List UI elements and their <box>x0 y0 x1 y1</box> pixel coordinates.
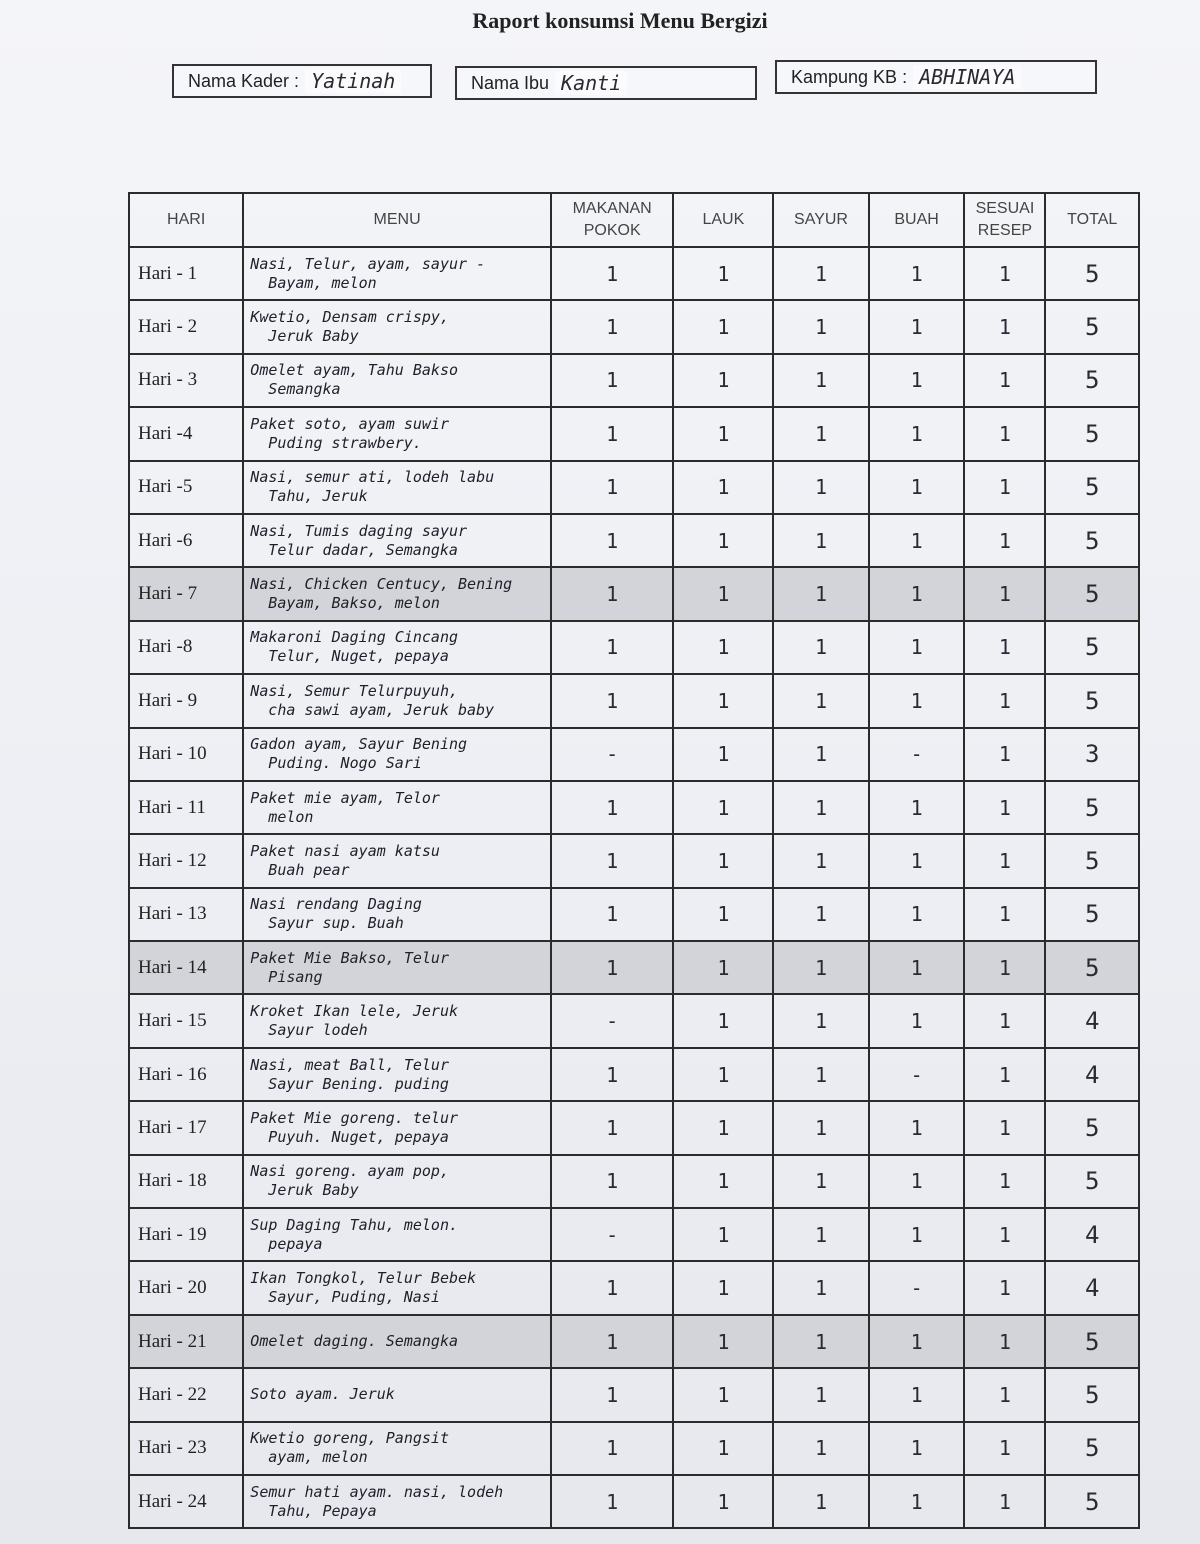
total-cell: 4 <box>1045 1048 1139 1101</box>
makanan-pokok-cell: 1 <box>551 834 674 887</box>
makanan-pokok-cell: 1 <box>551 1101 674 1154</box>
menu-line-1: Nasi rendang Daging <box>250 895 422 914</box>
lauk-cell: 1 <box>673 888 773 941</box>
menu-cell <box>243 781 551 834</box>
day-cell: Hari - 10 <box>129 728 243 781</box>
buah-cell: - <box>869 1048 965 1101</box>
menu-line-1: Makaroni Daging Cincang <box>250 628 459 647</box>
kampung-box <box>775 60 1097 94</box>
total-cell: 5 <box>1045 354 1139 407</box>
makanan-pokok-cell: 1 <box>551 247 674 300</box>
day-cell: Hari - 7 <box>129 567 243 620</box>
lauk-cell: 1 <box>673 1101 773 1154</box>
table-row <box>129 247 1139 300</box>
makanan-pokok-cell: 1 <box>551 407 674 460</box>
sesuai-resep-cell: 1 <box>964 247 1045 300</box>
buah-cell: 1 <box>869 1368 965 1421</box>
table-body <box>129 247 1139 1528</box>
table-row <box>129 461 1139 514</box>
day-cell: Hari - 17 <box>129 1101 243 1154</box>
table-row <box>129 1155 1139 1208</box>
total-cell: 4 <box>1045 994 1139 1047</box>
lauk-cell: 1 <box>673 1208 773 1261</box>
sesuai-resep-cell: 1 <box>964 1048 1045 1101</box>
kader-box <box>172 64 432 98</box>
total-cell: 5 <box>1045 781 1139 834</box>
day-cell: Hari - 23 <box>129 1422 243 1475</box>
lauk-cell: 1 <box>673 1155 773 1208</box>
buah-cell: 1 <box>869 567 965 620</box>
total-cell: 5 <box>1045 1422 1139 1475</box>
menu-cell <box>243 1155 551 1208</box>
kader-label: Nama Kader : <box>188 70 300 91</box>
sesuai-resep-cell: 1 <box>964 1475 1045 1528</box>
menu-cell <box>243 407 551 460</box>
menu-line-2: Jeruk Baby <box>268 1181 359 1200</box>
table-row <box>129 941 1139 994</box>
table-row <box>129 1208 1139 1261</box>
lauk-cell: 1 <box>673 674 773 727</box>
menu-cell <box>243 354 551 407</box>
sesuai-resep-cell: 1 <box>964 781 1045 834</box>
menu-line-1: Nasi, meat Ball, Telur <box>250 1055 449 1074</box>
menu-line-1: Nasi, semur ati, lodeh labu <box>250 468 495 487</box>
makanan-pokok-cell: 1 <box>551 567 674 620</box>
table-row <box>129 728 1139 781</box>
lauk-cell: 1 <box>673 567 773 620</box>
buah-cell: 1 <box>869 300 965 353</box>
menu-line-1: Nasi goreng. ayam pop, <box>250 1162 449 1181</box>
menu-line-2: cha sawi ayam, Jeruk baby <box>268 700 495 719</box>
lauk-cell: 1 <box>673 461 773 514</box>
lauk-cell: 1 <box>673 1261 773 1314</box>
makanan-pokok-cell: 1 <box>551 1422 674 1475</box>
menu-cell <box>243 300 551 353</box>
table-row <box>129 621 1139 674</box>
day-cell: Hari - 24 <box>129 1475 243 1528</box>
total-cell: 4 <box>1045 1208 1139 1261</box>
day-cell: Hari -5 <box>129 461 243 514</box>
col-header-sesuai-resep: SESUAI RESEP <box>964 193 1045 247</box>
day-cell: Hari - 21 <box>129 1315 243 1368</box>
sayur-cell: 1 <box>773 1208 869 1261</box>
menu-line-2: Bayam, Bakso, melon <box>268 594 440 613</box>
total-cell: 5 <box>1045 888 1139 941</box>
menu-line-1: Nasi, Tumis daging sayur <box>250 521 468 540</box>
sayur-cell: 1 <box>773 621 869 674</box>
ibu-value: Kanti <box>555 71 627 95</box>
makanan-pokok-cell: 1 <box>551 674 674 727</box>
kampung-label: Kampung KB : <box>791 66 908 87</box>
menu-line-2: Pisang <box>268 967 323 986</box>
total-cell: 5 <box>1045 674 1139 727</box>
day-cell: Hari - 15 <box>129 994 243 1047</box>
menu-line-1: Nasi, Chicken Centucy, Bening <box>250 575 513 594</box>
menu-line-2: ayam, melon <box>268 1448 368 1467</box>
sesuai-resep-cell: 1 <box>964 888 1045 941</box>
kader-value: Yatinah <box>305 69 401 93</box>
makanan-pokok-cell: 1 <box>551 1048 674 1101</box>
menu-line-1: Gadon ayam, Sayur Bening <box>250 735 468 754</box>
menu-cell <box>243 674 551 727</box>
makanan-pokok-cell: 1 <box>551 300 674 353</box>
lauk-cell: 1 <box>673 834 773 887</box>
makanan-pokok-cell: 1 <box>551 1475 674 1528</box>
table-row <box>129 674 1139 727</box>
makanan-pokok-cell: 1 <box>551 888 674 941</box>
menu-cell <box>243 1315 551 1368</box>
buah-cell: 1 <box>869 461 965 514</box>
total-cell: 5 <box>1045 1475 1139 1528</box>
total-cell: 5 <box>1045 461 1139 514</box>
table-row <box>129 567 1139 620</box>
menu-cell <box>243 1368 551 1421</box>
total-cell: 5 <box>1045 1101 1139 1154</box>
menu-line-1: Soto ayam. Jeruk <box>250 1385 395 1404</box>
buah-cell: 1 <box>869 781 965 834</box>
buah-cell: 1 <box>869 1208 965 1261</box>
sesuai-resep-cell: 1 <box>964 514 1045 567</box>
sayur-cell: 1 <box>773 728 869 781</box>
sayur-cell: 1 <box>773 781 869 834</box>
menu-line-2: Sayur Bening. puding <box>268 1074 449 1093</box>
lauk-cell: 1 <box>673 781 773 834</box>
day-cell: Hari - 9 <box>129 674 243 727</box>
menu-line-1: Omelet daging. Semangka <box>250 1332 459 1350</box>
sesuai-resep-cell: 1 <box>964 728 1045 781</box>
menu-line-1: Paket Mie Bakso, Telur <box>250 948 449 967</box>
table-row <box>129 834 1139 887</box>
makanan-pokok-cell: 1 <box>551 781 674 834</box>
sesuai-resep-cell: 1 <box>964 1315 1045 1368</box>
buah-cell: 1 <box>869 1101 965 1154</box>
total-cell: 3 <box>1045 728 1139 781</box>
menu-line-2: Puding strawbery. <box>268 433 422 452</box>
buah-cell: 1 <box>869 1475 965 1528</box>
sesuai-resep-cell: 1 <box>964 300 1045 353</box>
lauk-cell: 1 <box>673 354 773 407</box>
menu-cell <box>243 888 551 941</box>
total-cell: 5 <box>1045 514 1139 567</box>
col-header-makanan-pokok: MAKANAN POKOK <box>551 193 674 247</box>
menu-line-1: Semur hati ayam. nasi, lodeh <box>250 1482 504 1501</box>
menu-line-2: Puding. Nogo Sari <box>268 754 422 773</box>
col-header-lauk: LAUK <box>673 193 773 247</box>
lauk-cell: 1 <box>673 1475 773 1528</box>
buah-cell: - <box>869 728 965 781</box>
lauk-cell: 1 <box>673 621 773 674</box>
menu-cell <box>243 1475 551 1528</box>
total-cell: 5 <box>1045 621 1139 674</box>
lauk-cell: 1 <box>673 941 773 994</box>
menu-line-2: Sayur sup. Buah <box>268 914 404 933</box>
menu-line-1: Paket nasi ayam katsu <box>250 841 440 860</box>
buah-cell: 1 <box>869 674 965 727</box>
sayur-cell: 1 <box>773 354 869 407</box>
menu-cell <box>243 621 551 674</box>
table-row <box>129 1315 1139 1368</box>
makanan-pokok-cell: 1 <box>551 1315 674 1368</box>
makanan-pokok-cell: 1 <box>551 461 674 514</box>
makanan-pokok-cell: 1 <box>551 1261 674 1314</box>
makanan-pokok-cell: 1 <box>551 514 674 567</box>
menu-line-2: Tahu, Pepaya <box>268 1501 377 1520</box>
table-row <box>129 888 1139 941</box>
lauk-cell: 1 <box>673 1315 773 1368</box>
buah-cell: 1 <box>869 888 965 941</box>
total-cell: 5 <box>1045 1368 1139 1421</box>
menu-line-2: Puyuh. Nuget, pepaya <box>268 1127 449 1146</box>
day-cell: Hari - 12 <box>129 834 243 887</box>
sesuai-resep-cell: 1 <box>964 1422 1045 1475</box>
sayur-cell: 1 <box>773 941 869 994</box>
table-row <box>129 514 1139 567</box>
day-cell: Hari -6 <box>129 514 243 567</box>
total-cell: 5 <box>1045 941 1139 994</box>
total-cell: 5 <box>1045 247 1139 300</box>
menu-cell <box>243 567 551 620</box>
table-row <box>129 1475 1139 1528</box>
buah-cell: - <box>869 1261 965 1314</box>
menu-cell <box>243 728 551 781</box>
menu-line-1: Kwetio goreng, Pangsit <box>250 1429 449 1448</box>
sayur-cell: 1 <box>773 1422 869 1475</box>
total-cell: 5 <box>1045 834 1139 887</box>
sayur-cell: 1 <box>773 834 869 887</box>
table-row <box>129 407 1139 460</box>
menu-line-2: Telur dadar, Semangka <box>268 540 458 559</box>
lauk-cell: 1 <box>673 514 773 567</box>
table-row <box>129 1048 1139 1101</box>
page-title: Raport konsumsi Menu Bergizi <box>472 8 768 33</box>
menu-line-1: Paket Mie goreng. telur <box>250 1108 459 1127</box>
sesuai-resep-cell: 1 <box>964 1208 1045 1261</box>
table-row <box>129 354 1139 407</box>
col-header-hari: HARI <box>129 193 243 247</box>
menu-line-2: Sayur lodeh <box>268 1021 368 1040</box>
day-cell: Hari - 11 <box>129 781 243 834</box>
col-header-menu: MENU <box>243 193 551 247</box>
buah-cell: 1 <box>869 994 965 1047</box>
sesuai-resep-cell: 1 <box>964 621 1045 674</box>
buah-cell: 1 <box>869 834 965 887</box>
sayur-cell: 1 <box>773 1155 869 1208</box>
day-cell: Hari -4 <box>129 407 243 460</box>
menu-line-2: melon <box>268 807 314 826</box>
day-cell: Hari - 20 <box>129 1261 243 1314</box>
menu-cell <box>243 834 551 887</box>
buah-cell: 1 <box>869 247 965 300</box>
day-cell: Hari -8 <box>129 621 243 674</box>
day-cell: Hari - 1 <box>129 247 243 300</box>
sayur-cell: 1 <box>773 461 869 514</box>
day-cell: Hari - 13 <box>129 888 243 941</box>
menu-cell <box>243 994 551 1047</box>
ibu-box <box>455 66 757 100</box>
lauk-cell: 1 <box>673 728 773 781</box>
sayur-cell: 1 <box>773 1315 869 1368</box>
sesuai-resep-cell: 1 <box>964 1368 1045 1421</box>
makanan-pokok-cell: 1 <box>551 941 674 994</box>
sayur-cell: 1 <box>773 1261 869 1314</box>
sayur-cell: 1 <box>773 888 869 941</box>
lauk-cell: 1 <box>673 407 773 460</box>
menu-line-2: Sayur, Puding, Nasi <box>268 1288 440 1307</box>
sesuai-resep-cell: 1 <box>964 941 1045 994</box>
menu-table <box>128 192 1140 1529</box>
menu-line-1: Sup Daging Tahu, melon. <box>250 1215 459 1234</box>
day-cell: Hari - 18 <box>129 1155 243 1208</box>
menu-cell <box>243 461 551 514</box>
ibu-label: Nama Ibu <box>471 72 550 93</box>
menu-line-1: Paket mie ayam, Telor <box>250 788 440 807</box>
sayur-cell: 1 <box>773 567 869 620</box>
lauk-cell: 1 <box>673 994 773 1047</box>
buah-cell: 1 <box>869 1155 965 1208</box>
sayur-cell: 1 <box>773 514 869 567</box>
lauk-cell: 1 <box>673 1422 773 1475</box>
sesuai-resep-cell: 1 <box>964 461 1045 514</box>
menu-line-1: Kwetio, Densam crispy, <box>250 308 449 327</box>
menu-line-2: Semangka <box>268 380 341 399</box>
sayur-cell: 1 <box>773 994 869 1047</box>
table-row <box>129 1101 1139 1154</box>
sesuai-resep-cell: 1 <box>964 354 1045 407</box>
total-cell: 5 <box>1045 407 1139 460</box>
sayur-cell: 1 <box>773 1475 869 1528</box>
menu-line-1: Nasi, Semur Telurpuyuh, <box>250 681 459 700</box>
day-cell: Hari - 19 <box>129 1208 243 1261</box>
menu-line-2: Telur, Nuget, pepaya <box>268 647 449 666</box>
sayur-cell: 1 <box>773 1101 869 1154</box>
menu-line-1: Omelet ayam, Tahu Bakso <box>250 361 459 380</box>
table-row <box>129 994 1139 1047</box>
makanan-pokok-cell: 1 <box>551 1155 674 1208</box>
menu-cell <box>243 1101 551 1154</box>
sayur-cell: 1 <box>773 407 869 460</box>
sayur-cell: 1 <box>773 1048 869 1101</box>
buah-cell: 1 <box>869 621 965 674</box>
day-cell: Hari - 22 <box>129 1368 243 1421</box>
menu-line-1: Kroket Ikan lele, Jeruk <box>250 1002 459 1021</box>
menu-cell <box>243 247 551 300</box>
menu-line-2: Bayam, melon <box>268 273 377 292</box>
total-cell: 5 <box>1045 300 1139 353</box>
day-cell: Hari - 16 <box>129 1048 243 1101</box>
buah-cell: 1 <box>869 514 965 567</box>
table-row <box>129 1368 1139 1421</box>
buah-cell: 1 <box>869 1315 965 1368</box>
day-cell: Hari - 14 <box>129 941 243 994</box>
menu-line-2: Jeruk Baby <box>268 327 359 346</box>
day-cell: Hari - 2 <box>129 300 243 353</box>
lauk-cell: 1 <box>673 247 773 300</box>
makanan-pokok-cell: 1 <box>551 1368 674 1421</box>
menu-cell <box>243 1208 551 1261</box>
total-cell: 4 <box>1045 1261 1139 1314</box>
buah-cell: 1 <box>869 1422 965 1475</box>
sayur-cell: 1 <box>773 300 869 353</box>
col-header-total: TOTAL <box>1045 193 1139 247</box>
menu-line-1: Nasi, Telur, ayam, sayur - <box>250 254 486 273</box>
menu-cell <box>243 941 551 994</box>
makanan-pokok-cell: 1 <box>551 621 674 674</box>
col-header-sayur: SAYUR <box>773 193 869 247</box>
menu-cell <box>243 1422 551 1475</box>
table-row <box>129 1261 1139 1314</box>
buah-cell: 1 <box>869 407 965 460</box>
sesuai-resep-cell: 1 <box>964 567 1045 620</box>
makanan-pokok-cell: - <box>551 728 674 781</box>
sayur-cell: 1 <box>773 674 869 727</box>
sesuai-resep-cell: 1 <box>964 1155 1045 1208</box>
sayur-cell: 1 <box>773 1368 869 1421</box>
makanan-pokok-cell: - <box>551 994 674 1047</box>
menu-cell <box>243 1048 551 1101</box>
kampung-value: ABHINAYA <box>913 65 1021 89</box>
sesuai-resep-cell: 1 <box>964 834 1045 887</box>
total-cell: 5 <box>1045 1315 1139 1368</box>
lauk-cell: 1 <box>673 300 773 353</box>
sesuai-resep-cell: 1 <box>964 674 1045 727</box>
sesuai-resep-cell: 1 <box>964 407 1045 460</box>
table-row <box>129 1422 1139 1475</box>
menu-cell <box>243 514 551 567</box>
col-header-buah: BUAH <box>869 193 965 247</box>
sesuai-resep-cell: 1 <box>964 994 1045 1047</box>
lauk-cell: 1 <box>673 1048 773 1101</box>
total-cell: 5 <box>1045 567 1139 620</box>
day-cell: Hari - 3 <box>129 354 243 407</box>
header-row <box>129 193 1139 247</box>
makanan-pokok-cell: - <box>551 1208 674 1261</box>
menu-line-2: Tahu, Jeruk <box>268 487 368 506</box>
buah-cell: 1 <box>869 941 965 994</box>
menu-cell <box>243 1261 551 1314</box>
table-row <box>129 781 1139 834</box>
makanan-pokok-cell: 1 <box>551 354 674 407</box>
menu-line-2: pepaya <box>268 1234 323 1253</box>
buah-cell: 1 <box>869 354 965 407</box>
sesuai-resep-cell: 1 <box>964 1261 1045 1314</box>
sesuai-resep-cell: 1 <box>964 1101 1045 1154</box>
menu-line-1: Ikan Tongkol, Telur Bebek <box>250 1269 477 1288</box>
table-row <box>129 300 1139 353</box>
total-cell: 5 <box>1045 1155 1139 1208</box>
menu-line-1: Paket soto, ayam suwir <box>250 414 449 433</box>
menu-line-2: Buah pear <box>268 860 350 879</box>
lauk-cell: 1 <box>673 1368 773 1421</box>
sayur-cell: 1 <box>773 247 869 300</box>
